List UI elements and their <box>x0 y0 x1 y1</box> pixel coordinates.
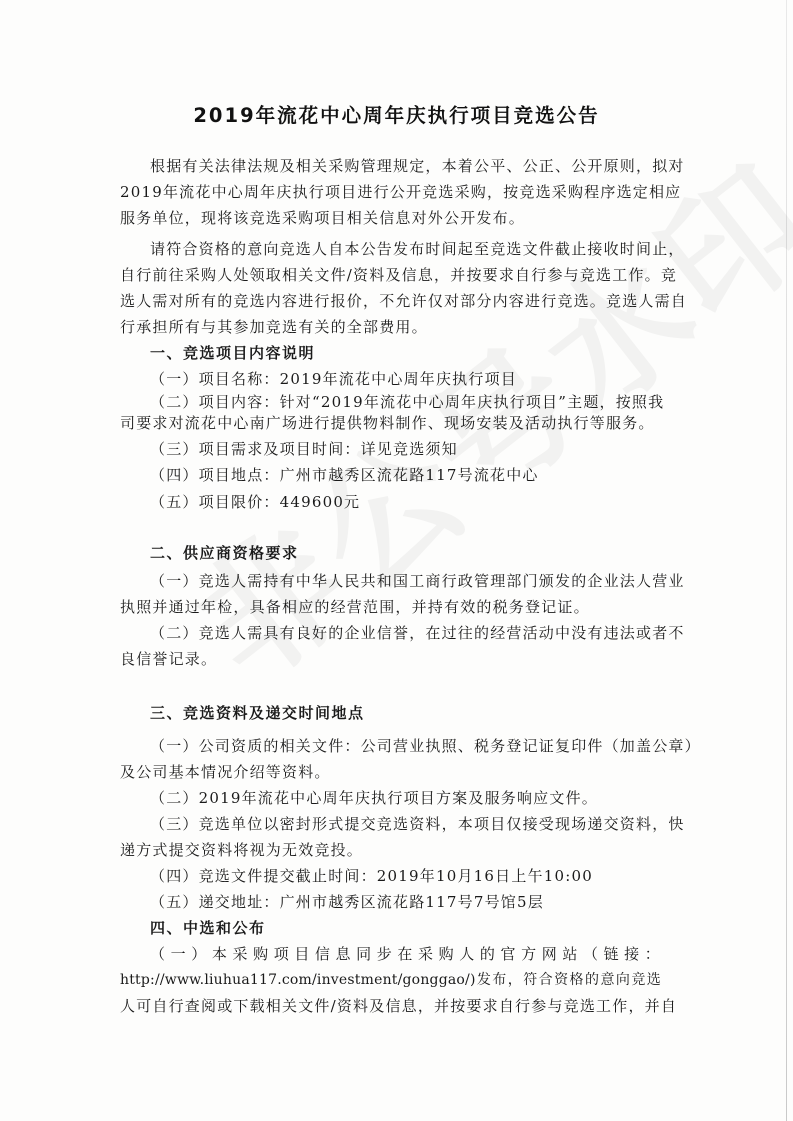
section2-item-2-line-1: （二）竞选人需具有良好的企业信誉，在过往的经营活动中没有违法或者不 <box>150 624 685 642</box>
section1-item-location: （四）项目地点：广州市越秀区流花路117号流花中心 <box>150 466 539 484</box>
intro-p1-line-1: 根据有关法律法规及相关采购管理规定，本着公平、公正、公开原则，拟对 <box>150 157 685 175</box>
page-edge-shadow <box>786 0 787 1121</box>
section3-item-2: （二）2019年流花中心周年庆执行项目方案及服务响应文件。 <box>150 789 598 807</box>
page-title: 2019年流花中心周年庆执行项目竞选公告 <box>193 104 600 127</box>
section3-item-4-deadline: （四）竞选文件提交截止时间：2019年10月16日上午10:00 <box>150 867 593 885</box>
section3-item-1-line-2: 及公司基本情况介绍等资料。 <box>120 763 331 781</box>
section2-item-2-line-2: 良信誉记录。 <box>120 650 218 668</box>
section3-item-1-line-1: （一）公司资质的相关文件：公司营业执照、税务登记证复印件（加盖公章） <box>150 737 701 755</box>
intro-p2-line-2: 自行前往采购人处领取相关文件/资料及信息，并按要求自行参与竞选工作。竞 <box>120 266 678 284</box>
section1-item-name: （一）项目名称：2019年流花中心周年庆执行项目 <box>150 370 517 388</box>
section2-item-1-line-2: 执照并通过年检，具备相应的经营范围，并持有效的税务登记证。 <box>120 598 590 616</box>
section2-item-1-line-1: （一）竞选人需持有中华人民共和国工商行政管理部门颁发的企业法人营业 <box>150 572 685 590</box>
intro-p1-line-3: 服务单位，现将该竞选采购项目相关信息对外公开发布。 <box>120 209 526 227</box>
section1-heading: 一、竞选项目内容说明 <box>150 344 316 362</box>
section4-heading: 四、中选和公布 <box>150 919 266 937</box>
section4-item-1-line-3: 人可自行查阅或下载相关文件/资料及信息，并按要求自行参与竞选工作，并自 <box>120 997 678 1015</box>
section3-item-3-line-1: （三）竞选单位以密封形式提交竞选资料，本项目仅接受现场递交资料，快 <box>150 815 685 833</box>
section4-item-1-line-1: （一）本采购项目信息同步在采购人的官方网站（链接： <box>150 945 661 963</box>
section3-heading: 三、竞选资料及递交时间地点 <box>150 704 365 722</box>
section3-item-5-address: （五）递交地址：广州市越秀区流花路117号7号馆5层 <box>150 893 544 911</box>
intro-p1-line-2: 2019年流花中心周年庆执行项目进行公开竞选采购，按竞选采购程序选定相应 <box>120 183 682 201</box>
section1-item-requirement: （三）项目需求及项目时间：详见竞选须知 <box>150 440 458 458</box>
intro-p2-line-3: 选人需对所有的竞选内容进行报价，不允许仅对部分内容进行竞选。竞选人需自 <box>120 292 688 310</box>
section1-item-content-line-1: （二）项目内容：针对“2019年流花中心周年庆执行项目”主题，按照我 <box>150 393 665 411</box>
section1-item-price-limit: （五）项目限价：449600元 <box>150 493 361 511</box>
section3-item-3-line-2: 递方式提交资料将视为无效竞投。 <box>120 841 364 859</box>
intro-p2-line-4: 行承担所有与其参加竞选有关的全部费用。 <box>120 318 428 336</box>
section4-item-1-line-2-url: http://www.liuhua117.com/investment/gonggao/)发布，符合资格的意向竞选 <box>120 972 661 988</box>
section1-item-content-line-2: 司要求对流花中心南广场进行提供物料制作、现场安装及活动执行等服务。 <box>120 414 655 432</box>
section2-heading: 二、供应商资格要求 <box>150 544 299 562</box>
intro-p2-line-1: 请符合资格的意向竞选人自本公告发布时间起至竞选文件截止接收时间止， <box>150 240 685 258</box>
